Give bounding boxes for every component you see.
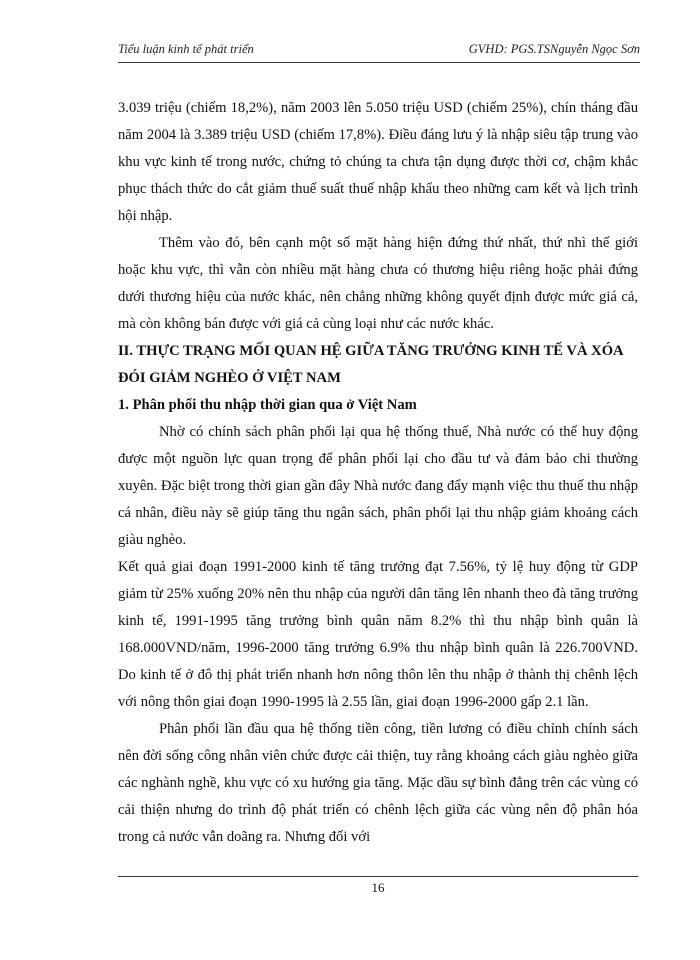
page-header (118, 40, 640, 63)
paragraph-growth-results: Kết quả giai đoạn 1991-2000 kinh tế tăng trưởng đạt 7.56%, tỷ lệ huy động từ GDP giảm từ 25% xuống 20% nên thu nhập của người dân tăng lên nhanh theo đà tăng trưởng kinh tế, 1991-1995 tăng trưởng bình quân năm 8.2% thì thu nhập bình quân là 168.000VND/năm, 1996-2000 tăng trưởng 6.9% thu nhập bình quân là 226.700VND. Do kinh tế ở đô thị phát triển nhanh hơn nông thôn lên thu nhập ở thành thị chênh lệch với nông thôn giai đoạn 1990-1995 là 2.55 lần, giai đoạn 1996-2000 gấp 2.1 lần. (118, 559, 638, 710)
section-heading: II. THỰC TRẠNG MỐI QUAN HỆ GIỮA TĂNG TRƯỞNG KINH TẾ VÀ XÓA ĐÓI GIẢM NGHÈO Ở VIỆT NAM (118, 343, 623, 386)
paragraph-wage-distribution: Phân phối lần đầu qua hệ thống tiền công, tiền lương có điều chỉnh chính sách nên đời sống công nhân viên chức được cải thiện, tuy rằng khoảng cách giàu nghèo giữa các nghành nghề, khu vực có xu hướng gia tăng. Mặc dầu sự bình đẳng trên các vùng có cải thiện nhưng do trình độ phát triển có chênh lệch giữa các vùng nên độ phân hóa trong cả nước vẫn doãng ra. Nhưng đối với (118, 721, 638, 845)
header-left-title: Tiểu luận kinh tế phát triển (118, 42, 254, 56)
paragraph-continuation: 3.039 triệu (chiếm 18,2%), năm 2003 lên 5.050 triệu USD (chiếm 25%), chín tháng đầu năm 2004 là 3.389 triệu USD (chiếm 17,8%). Điều đáng lưu ý là nhập siêu tập trung vào khu vực kinh tế trong nước, chứng tỏ chúng ta chưa tận dụng được thời cơ, chậm khắc phục thách thức do cắt giảm thuế suất thuế nhập khẩu theo những cam kết và lịch trình hội nhập. (118, 100, 638, 224)
page-body (118, 95, 638, 851)
paragraph-trademark: Thêm vào đó, bên cạnh một số mặt hàng hiện đứng thứ nhất, thứ nhì thế giới hoặc khu vực, thì vẫn còn nhiều mặt hàng chưa có thương hiệu riêng hoặc phải đứng dưới thương hiệu của nước khác, nên chẳng những không quyết định được mức giá cả, mà còn không bán được với giá cả cùng loại như các nước khác. (118, 235, 638, 332)
footer-divider (118, 876, 638, 877)
paragraph-tax-policy: Nhờ có chính sách phân phối lại qua hệ thống thuế, Nhà nước có thể huy động được một nguồn lực quan trọng để phân phối lại cho đầu tư và đảm bảo chi thường xuyên. Đặc biệt trong thời gian gần đây Nhà nước đang đẩy mạnh việc thu thuế thu nhập cá nhân, điều này sẽ giúp tăng thu ngân sách, phân phối lại thu nhập giảm khoảng cách giàu nghèo. (118, 424, 638, 548)
subsection-heading: 1. Phân phối thu nhập thời gian qua ở Việt Nam (118, 397, 417, 413)
page-number: 16 (371, 880, 385, 895)
header-right-advisor: GVHD: PGS.TSNguyễn Ngọc Sơn (468, 42, 640, 56)
